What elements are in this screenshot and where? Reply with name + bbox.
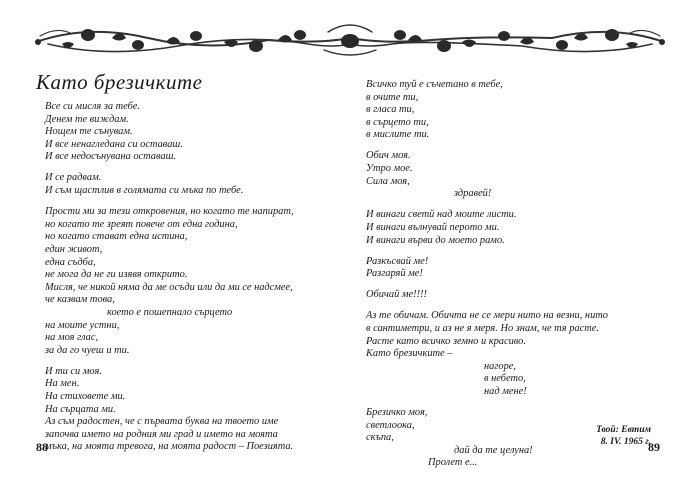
- poem-title: Като брезичките: [36, 70, 203, 94]
- poem-line: Разгаряй ме!: [366, 268, 423, 280]
- poem-line: Като брезичките –: [366, 348, 453, 360]
- poem-line: в мислите ти.: [366, 129, 430, 141]
- poem-line: което е пошепнало сърцето: [107, 306, 233, 318]
- poem-line: за да го чуеш и ти.: [45, 344, 130, 356]
- poem-line: скъпа,: [366, 432, 394, 444]
- poem-line: Нощем те сънувам.: [45, 126, 133, 138]
- signature-block: [596, 424, 651, 448]
- stanza-break: [45, 198, 345, 207]
- poem-line: на моите устни,: [45, 319, 120, 331]
- poem-line: Разкъсвай ме!: [366, 255, 429, 267]
- poem-line: И се радвам.: [45, 172, 102, 184]
- floral-ornament-header: [28, 14, 672, 62]
- stanza-break: [366, 247, 666, 256]
- page-number-right: 89: [648, 440, 660, 454]
- poem-right-column: [366, 79, 666, 470]
- poem-line: Прости ми за тези откровения, но когато те напират,: [45, 206, 294, 218]
- poem-line: На мен.: [45, 378, 80, 390]
- poem-line: Все си мисля за тебе.: [45, 101, 141, 112]
- poem-line: но когато стават една истина,: [45, 231, 188, 243]
- poem-line: започва името на родния ми град и името на моята: [45, 428, 278, 440]
- poem-line: мъка, на моята тревога, на моята радост – Поезията.: [45, 441, 294, 453]
- signature-date: 8. IV. 1965 г.: [600, 437, 651, 447]
- poem-line: светлоока,: [366, 419, 415, 431]
- poem-left-column: [45, 101, 345, 454]
- poem-line: И ти си моя.: [45, 365, 102, 377]
- poem-line: че казвам това,: [45, 294, 115, 306]
- stanza-break: [366, 302, 666, 311]
- poem-line: Пролет е...: [428, 457, 478, 469]
- page-number-left: 88: [36, 440, 48, 454]
- poem-line: И винаги вълнувай перото ми.: [366, 221, 500, 233]
- stanza-break: [366, 142, 666, 151]
- poem-line: една съдба,: [45, 256, 96, 268]
- poem-line: Сила моя,: [366, 175, 410, 187]
- poem-line: На сърцата ми.: [45, 403, 116, 415]
- signature-name: Твой: Евтим: [596, 425, 651, 435]
- poem-line: дай да те целуна!: [454, 444, 533, 456]
- poem-line: И все недосънувана оставаш.: [45, 151, 177, 163]
- poem-line: здравей!: [454, 188, 492, 200]
- poem-line: Расте като всичко земно и красиво.: [366, 335, 526, 347]
- poem-line: Обичай ме!!!!: [366, 289, 427, 301]
- stanza-break: [366, 281, 666, 290]
- poem-line: в сърцето ти,: [366, 116, 429, 128]
- poem-line: нагоре,: [484, 360, 517, 372]
- poem-line: Мисля, че никой няма да ме осъди или да ми се надсмее,: [45, 281, 293, 293]
- poem-line: Аз те обичам. Обичта не се мери нито на везни, нито: [366, 310, 608, 322]
- poem-line: И съм щастлив в голямата си мъка по тебе.: [45, 185, 244, 197]
- poem-line: И винаги светй над моите листи.: [366, 209, 517, 221]
- poem-line: Утро мое.: [366, 163, 413, 175]
- poem-line: Денем те виждам.: [45, 113, 129, 125]
- poem-line: в очите ти,: [366, 91, 419, 103]
- poem-line: в гласа ти,: [366, 104, 415, 116]
- stanza-break: [45, 357, 345, 366]
- poem-line: Брезичко моя,: [366, 407, 428, 419]
- poem-line: в небето,: [484, 373, 526, 385]
- stanza-break: [366, 201, 666, 210]
- poem-line: Обич моя.: [366, 150, 411, 162]
- poem-line: не мога да не ги изявя открито.: [45, 269, 188, 281]
- poem-line: Всичко туй е съчетано в тебе,: [366, 79, 503, 90]
- poem-line: На стиховете ми.: [45, 390, 126, 402]
- poem-line: над мене!: [484, 385, 527, 397]
- poem-line: И все ненагледана си оставаш.: [45, 138, 183, 150]
- stanza-break: [45, 164, 345, 173]
- poem-line: но когато те зреят повече от една година,: [45, 218, 238, 230]
- stanza-break: [366, 399, 666, 408]
- poem-line: в сантиметри, и аз не я меря. Но знам, че тя расте.: [366, 323, 599, 334]
- poem-line: И винаги върви до моето рамо.: [366, 234, 505, 246]
- poem-line: Аз съм радостен, че с първата буква на твоето име: [45, 416, 279, 428]
- poem-line: на моя глас,: [45, 332, 99, 344]
- poem-line: един живот,: [45, 243, 103, 255]
